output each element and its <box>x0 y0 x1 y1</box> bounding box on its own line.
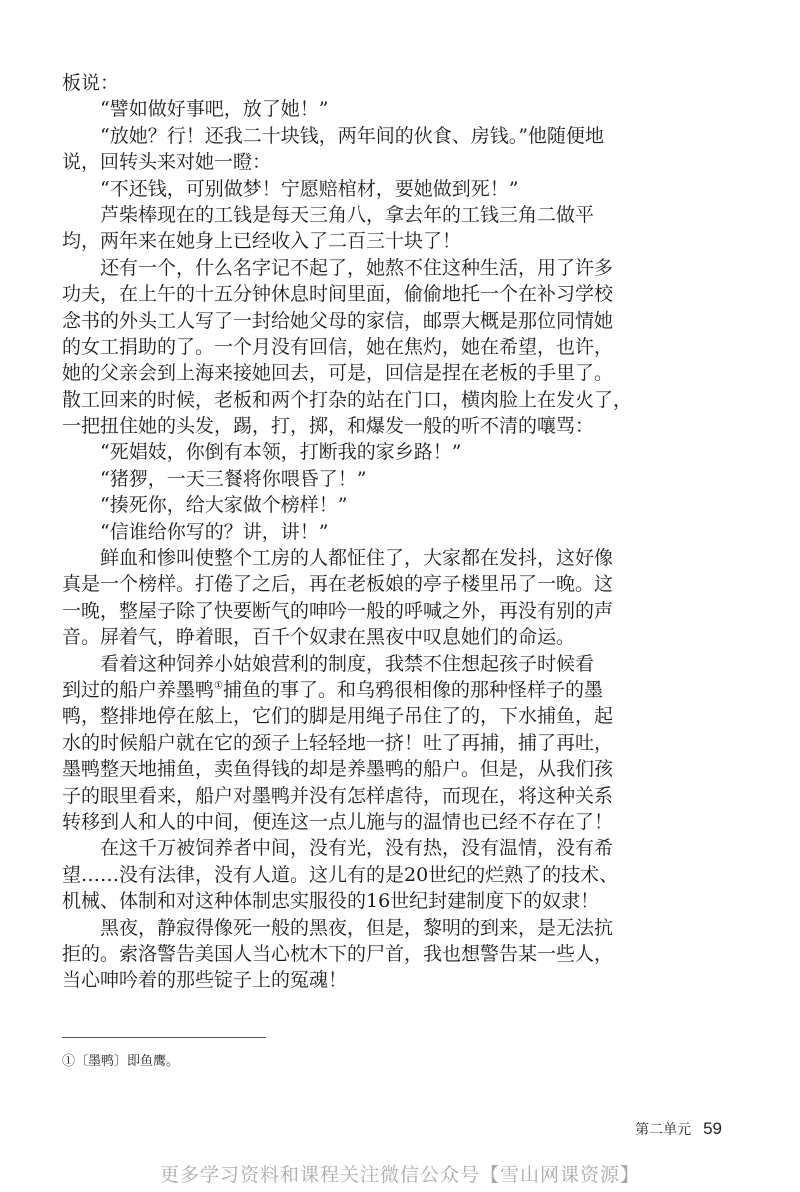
page-number: 59 <box>703 1119 722 1138</box>
footnote: ①〔墨鸭〕即鱼鹰。 <box>62 1054 180 1069</box>
text-line <box>62 598 738 624</box>
line-text: 到过的船户养墨鸭 <box>62 678 215 701</box>
line-text: 芦柴棒现在的工钱是每天三角八，拿去年的工钱三角二做平 <box>100 203 595 226</box>
line-text: 均，两年来在她身上已经收入了二百三十块了！ <box>62 230 462 253</box>
text-line <box>62 862 738 888</box>
text-line <box>62 783 738 809</box>
line-text: 看着这种饲养小姑娘营利的制度，我禁不住想起孩子时候看 <box>100 652 595 675</box>
text-line <box>62 176 738 202</box>
watermark: 更多学习资料和课程关注微信公众号【雪山网课资源】 <box>159 1164 640 1186</box>
text-line <box>62 281 738 307</box>
text-line <box>62 571 738 597</box>
line-text: 转移到人和人的中间，便连这一点儿施与的温情也已经不存在了！ <box>62 810 614 833</box>
text-line <box>62 70 738 96</box>
text-line <box>62 915 738 941</box>
text-line <box>62 545 738 571</box>
text-line <box>62 123 738 149</box>
text-line <box>62 308 738 334</box>
text-line <box>62 519 738 545</box>
line-text: 真是一个榜样。打倦了之后，再在老板娘的亭子楼里吊了一晚。这 <box>62 573 614 596</box>
line-text: 功夫，在上午的十五分钟休息时间里面，偷偷地托一个在补习学校 <box>62 283 614 306</box>
text-line <box>62 360 738 386</box>
page-footer <box>635 1119 722 1139</box>
line-text: 墨鸭整天地捕鱼，卖鱼得钱的却是养墨鸭的船户。但是，从我们孩 <box>62 758 614 781</box>
line-text: 子的眼里看来，船户对墨鸭并没有怎样虐待，而现在，将这种关系 <box>62 784 614 807</box>
line-text: 散工回来的时候，老板和两个打杂的站在门口，横肉脸上在发火了， <box>62 388 633 411</box>
text-line <box>62 492 738 518</box>
line-text: 水的时候船户就在它的颈子上轻轻地一挤！吐了再捕，捕了再吐， <box>62 731 614 754</box>
line-text: 还有一个，什么名字记不起了，她熬不住这种生活，用了许多 <box>100 256 614 279</box>
text-line <box>62 967 738 993</box>
line-text: 鲜血和惨叫使整个工房的人都怔住了，大家都在发抖，这好像 <box>100 547 614 570</box>
text-line <box>62 202 738 228</box>
line-text: 的女工捐助的了。一个月没有回信，她在焦灼，她在希望，也许， <box>62 335 614 358</box>
line-text: “放她？行！还我二十块钱，两年间的伙食、房钱。”他随便地 <box>100 124 604 147</box>
text-line <box>62 888 738 914</box>
text-line <box>62 255 738 281</box>
text-line <box>62 228 738 254</box>
text-line <box>62 624 738 650</box>
line-text: 一晚，整屋子除了快要断气的呻吟一般的呼喊之外，再没有别的声 <box>62 599 614 622</box>
line-text: 黑夜，静寂得像死一般的黑夜，但是，黎明的到来，是无法抗 <box>100 916 614 939</box>
footnote-divider <box>62 1037 266 1038</box>
line-text: 鸭，整排地停在舷上，它们的脚是用绳子吊住了的，下水捕鱼，起 <box>62 705 614 728</box>
line-text: 念书的外头工人写了一封给她父母的家信，邮票大概是那位同情她 <box>62 309 614 332</box>
line-text: 音。屏着气，睁着眼，百千个奴隶在黑夜中叹息她们的命运。 <box>62 626 576 649</box>
line-text: “猪猡，一天三餐将你喂昏了！” <box>100 467 367 490</box>
line-text: “譬如做好事吧，放了她！” <box>100 98 329 121</box>
line-text: 她的父亲会到上海来接她回去，可是，回信是捏在老板的手里了。 <box>62 362 614 385</box>
unit-label: 第二单元 <box>635 1122 692 1138</box>
text-line <box>62 439 738 465</box>
text-line <box>62 677 738 703</box>
text-line <box>62 835 738 861</box>
text-line <box>62 96 738 122</box>
text-line <box>62 941 738 967</box>
text-line <box>62 703 738 729</box>
line-text: 机械、体制和对这种体制忠实服役的16世纪封建制度下的奴隶！ <box>62 890 600 913</box>
line-text-continued: 捕鱼的事了。和乌鸦很相像的那种怪样子的墨 <box>222 678 603 701</box>
footnote-marker: ① <box>214 680 223 692</box>
line-text: “死娼妓，你倒有本领，打断我的家乡路！” <box>100 441 462 464</box>
text-line <box>62 809 738 835</box>
text-line <box>62 730 738 756</box>
text-line <box>62 413 738 439</box>
text-line <box>62 651 738 677</box>
line-text: “信谁给你写的？讲，讲！” <box>100 520 329 543</box>
line-text: “揍死你，给大家做个榜样！” <box>100 494 348 517</box>
line-text: 拒的。索洛警告美国人当心枕木下的尸首，我也想警告某一些人， <box>62 942 614 965</box>
line-text: “不还钱，可别做梦！宁愿赔棺材，要她做到死！” <box>100 177 519 200</box>
text-line <box>62 149 738 175</box>
line-text: 一把扭住她的头发，踢，打，掷，和爆发一般的听不清的嚷骂： <box>62 415 595 438</box>
text-line <box>62 334 738 360</box>
text-line <box>62 466 738 492</box>
line-text: 当心呻吟着的那些锭子上的冤魂！ <box>62 969 348 992</box>
line-text: 板说： <box>62 72 120 94</box>
body-text <box>62 70 738 994</box>
text-line <box>62 387 738 413</box>
line-text: 说，回转头来对她一瞪： <box>62 151 272 174</box>
line-text: 在这千万被饲养者中间，没有光，没有热，没有温情，没有希 <box>100 837 614 860</box>
line-text: 望……没有法律，没有人道。这儿有的是20世纪的烂熟了的技术、 <box>62 863 619 886</box>
text-line <box>62 756 738 782</box>
